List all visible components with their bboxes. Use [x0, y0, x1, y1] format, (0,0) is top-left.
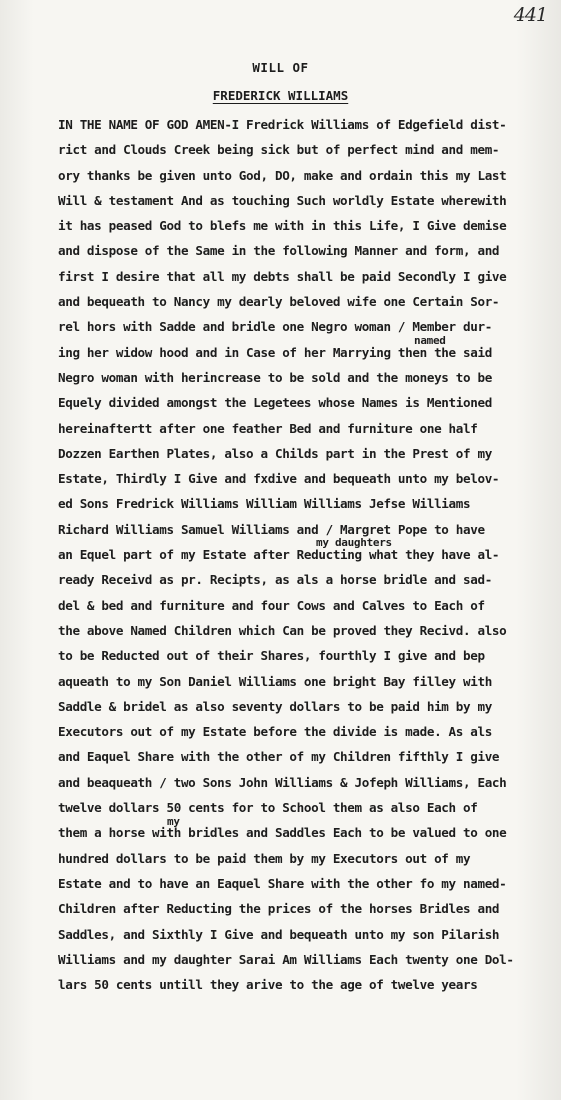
- text-line: ready Receivd as pr. Recipts, as als a horse bridle and sad-: [58, 572, 492, 588]
- text-line: rel hors with Sadde and bridle one Negro woman / Member dur-: [58, 319, 492, 335]
- text-line: the above Named Children which Can be proved they Recivd. also: [58, 622, 507, 638]
- text-line: ory thanks be given unto God, DO, make and ordain this my Last: [58, 167, 507, 183]
- text-line: an Equel part of my Estate after Reducting what they have al-: [58, 547, 500, 563]
- subtitle-text: FREDERICK WILLIAMS: [212, 88, 349, 103]
- text-line: and dispose of the Same in the following Manner and form, and: [58, 243, 500, 259]
- text-line: IN THE NAME OF GOD AMEN-I Fredrick Williams of Edgefield dist-: [58, 117, 507, 132]
- text-line: Dozzen Earthen Plates, also a Childs part in the Prest of my: [58, 445, 492, 461]
- document-title: WILL OF: [252, 60, 309, 75]
- text-line: Executors out of my Estate before the divide is made. As als: [58, 724, 492, 740]
- text-line: Will & testament And as touching Such worldly Estate wherewith: [58, 192, 507, 208]
- text-line: twelve dollars 50 cents for to School them as also Each of: [58, 800, 478, 816]
- text-line: it has peased God to blefs me with in this Life, I Give demise: [58, 218, 507, 234]
- text-line: del & bed and furniture and four Cows and Calves to Each of: [58, 597, 485, 613]
- text-line: lars 50 cents untill they arive to the age of twelve years: [58, 977, 478, 993]
- text-line: first I desire that all my debts shall be paid Secondly I give: [58, 268, 507, 284]
- page-number: 441: [513, 4, 547, 26]
- text-line: Richard Williams Samuel Williams and / Margret Pope to have: [58, 521, 485, 537]
- text-line: and bequeath to Nancy my dearly beloved wife one Certain Sor-: [58, 294, 500, 310]
- text-line: them a horse with bridles and Saddles Each to be valued to one: [58, 825, 507, 841]
- text-line: ing her widow hood and in Case of her Marrying then the said: [58, 344, 492, 360]
- text-line: Children after Reducting the prices of the horses Bridles and: [58, 901, 500, 917]
- text-line: Estate, Thirdly I Give and fxdive and bequeath unto my belov-: [58, 471, 500, 487]
- text-line: and beaqueath / two Sons John Williams & Jofeph Williams, Each: [58, 774, 507, 790]
- text-line: Negro woman with herincrease to be sold and the moneys to be: [58, 369, 492, 385]
- text-line: Equely divided amongst the Legetees whose Names is Mentioned: [58, 395, 492, 411]
- text-line: Estate and to have an Eaquel Share with the other fo my named-: [58, 875, 507, 891]
- text-line: Williams and my daughter Sarai Am Williams Each twenty one Dol-: [58, 951, 514, 967]
- document-subtitle: [0, 88, 561, 103]
- interlinear-insertion: my: [167, 815, 180, 828]
- will-body-text: [58, 112, 548, 997]
- text-line: hundred dollars to be paid them by my Executors out of my: [58, 850, 471, 866]
- text-line: aqueath to my Son Daniel Williams one bright Bay filley with: [58, 673, 492, 689]
- text-line: rict and Clouds Creek being sick but of perfect mind and mem-: [58, 142, 500, 158]
- text-line: Saddles, and Sixthly I Give and bequeath unto my son Pilarish: [58, 926, 500, 942]
- text-line: ed Sons Fredrick Williams William Williams Jefse Williams: [58, 496, 471, 512]
- text-line: hereinaftertt after one feather Bed and furniture one half: [58, 420, 478, 436]
- interlinear-insertion: my daughters: [316, 536, 392, 549]
- text-line: and Eaquel Share with the other of my Children fifthly I give: [58, 749, 500, 765]
- text-line: Saddle & bridel as also seventy dollars to be paid him by my: [58, 698, 492, 714]
- text-line: to be Reducted out of their Shares, fourthly I give and bep: [58, 648, 485, 664]
- interlinear-insertion: named: [414, 334, 446, 347]
